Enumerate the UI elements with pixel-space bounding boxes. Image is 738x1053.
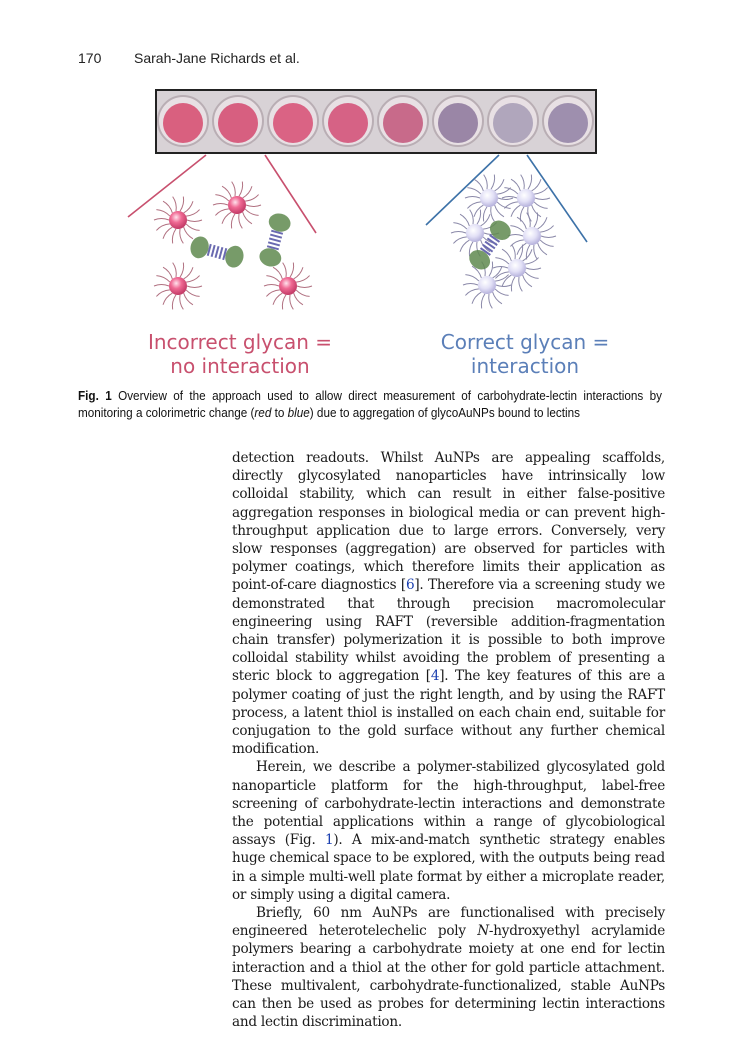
well-red [163,103,203,143]
text: -hydroxyethyl acrylamide polymers bearing a carbohydrate moiety at one end for lectin interaction and a thiol at the other for gold particle attachment. These multivalent, carbohydrate-functionalized, stable AuNPs can then be used as probes for determining lectin interactions and lectin discrimination. [232,923,665,1031]
label-incorrect-line1: Incorrect glycan = [147,330,333,354]
text: ). A mix-and-match synthetic strategy enables huge chemical space to be explored, with the outputs being read in a simple multi-well plate format by either a microplate reader, or simply using a digital camera. [232,832,665,903]
glyco-nanoparticle [154,263,202,310]
glyco-nanoparticle [502,175,550,222]
text: ]. Therefore via a screening study we demonstrated that through precision macromolecular engineering using RAFT (reversible addition-fragmentation chain transfer) polymerization it is possible to both improve colloidal stability whilst avoiding the problem of presenting a steric block to aggregation [ [232,577,665,685]
zoom-line-red-left [128,155,206,217]
caption-text: ) due to aggregation of glycoAuNPs bound to lectins [309,406,580,420]
citation-link[interactable]: 4 [430,668,440,685]
caption-text: to [271,406,288,420]
well-red [328,103,368,143]
label-correct-glycan [425,330,625,378]
text: detection readouts. Whilst AuNPs are appealing scaffolds, directly glycosylated nanoparticles have intrinsically low colloidal stability, which can result in either false-positive aggregation responses in biological media or can prevent high-throughput application due to large errors. Conversely, very slow responses (aggregation) are observed for particles with polymer coatings, which therefore limits their application as point-of-care diagnostics [ [232,450,665,594]
citation-link[interactable]: 6 [405,577,415,594]
well-red [383,103,423,143]
well-red [273,103,313,143]
paragraph-2 [232,758,665,904]
body-text [232,449,665,1032]
paragraph-1 [232,449,665,758]
lectin [257,211,292,269]
label-correct-line1: Correct glycan = [440,330,610,354]
glyco-nanoparticle [154,197,202,244]
well-blue [438,103,478,143]
well-blue [493,103,533,143]
glyco-nanoparticle [463,262,511,309]
running-head-authors: Sarah-Jane Richards et al. [134,50,300,66]
figure-1 [0,0,738,380]
text: ]. The key features of this are a polymer coating of just the right length, and by using the RAFT process, a latent thiol is installed on each chain end, suitable for conjugation to the gold surface without any further chemical modification. [232,668,665,758]
page-number: 170 [78,50,102,66]
caption-red: red [254,406,272,420]
figure-link[interactable]: 1 [324,832,334,849]
glyco-nanoparticle [264,263,312,310]
caption-text: Overview of the approach used to allow direct measurement of carbohydrate-lectin interactions by monitoring a colorimetric change ( [78,389,663,420]
figure-caption [78,388,662,422]
glyco-nanoparticle [213,182,261,229]
label-incorrect-line2: no interaction [170,354,310,378]
text: N [477,923,489,940]
well-red [218,103,258,143]
text: Briefly, 60 nm AuNPs are functionalised with precisely engineered heterotelechelic poly [232,905,665,940]
well-blue [548,103,588,143]
caption-blue: blue [287,406,310,420]
label-incorrect-glycan [140,330,340,378]
particles-layer [154,175,556,310]
text: Herein, we describe a polymer-stabilized glycosylated gold nanoparticle platform for the high-throughput, label-free screening of carbohydrate-lectin interactions and demonstrate the potential applications within a range of glycobiological assays (Fig. [232,759,665,849]
lectin [188,234,246,269]
caption-label: Fig. 1 [78,389,112,403]
figure-illustration [0,0,738,380]
label-correct-line2: interaction [470,354,580,378]
paragraph-3 [232,904,665,1031]
